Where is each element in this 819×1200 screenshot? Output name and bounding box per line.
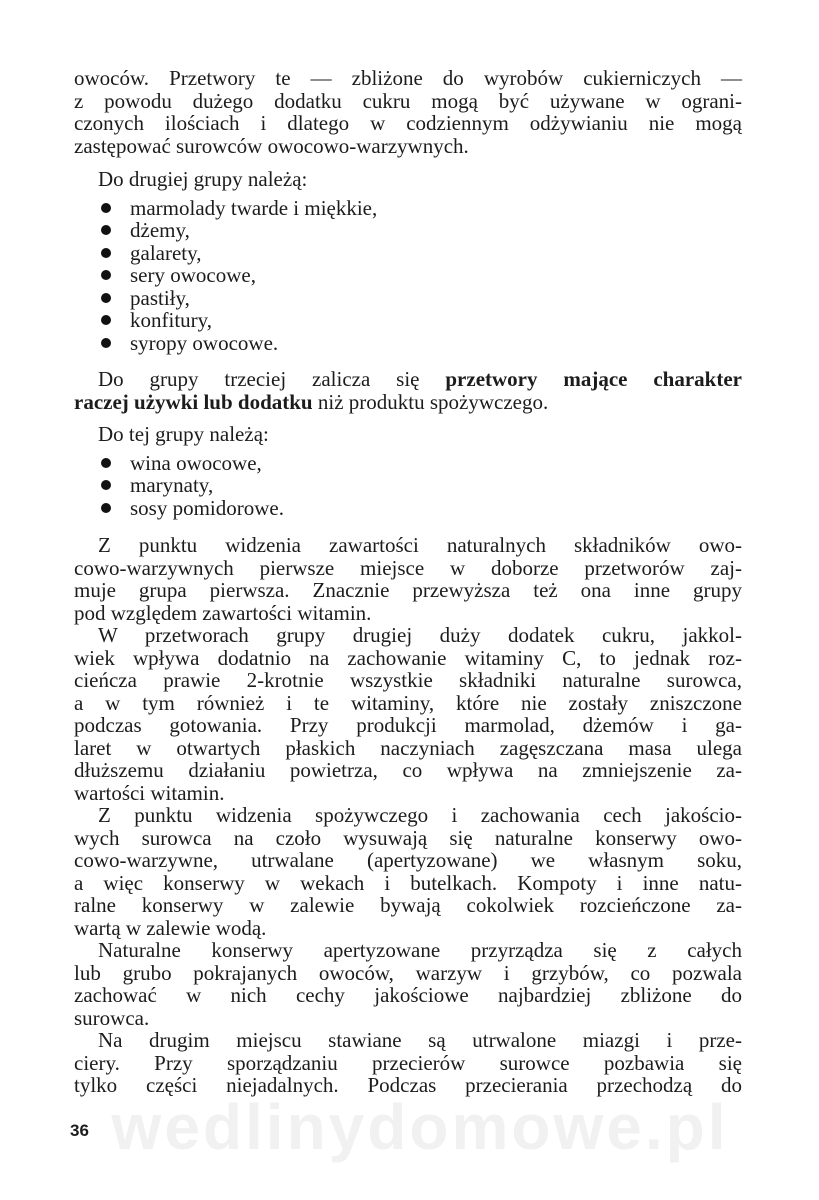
text-line: lub grubo pokrajanych owoców, warzyw i grzybów, co pozwala xyxy=(74,960,742,985)
text-line: Na drugim miejscu stawiane są utrwalone miazgi i prze- xyxy=(98,1028,742,1052)
intro-line: zastępować surowców owocowo-warzywnych. xyxy=(74,133,469,158)
text-line: zachować w nich cechy jakościowe najbardziej zbliżone do xyxy=(74,983,742,1007)
text-line: pod względem zawartości witamin. xyxy=(74,600,372,625)
group2-list xyxy=(74,197,742,355)
text-line: a więc konserwy w wekach i butelkach. Kompoty i inne natu- xyxy=(74,870,742,895)
group3-section xyxy=(74,368,742,413)
bullet-icon xyxy=(101,315,111,325)
text-line: wych surowca na czoło wysuwają się naturalne konserwy owo- xyxy=(74,825,742,850)
bullet-icon xyxy=(101,248,111,258)
text-line: cieńcza prawie 2-krotnie wszystkie składniki naturalne surowca, xyxy=(74,668,742,692)
text-line: laret w otwartych płaskich naczyniach zagęszczana masa ulega xyxy=(74,735,742,760)
intro-paragraph xyxy=(74,67,742,157)
group3-lead: Do tej grupy należą: xyxy=(98,422,269,446)
list-item: konfitury, xyxy=(98,309,742,332)
text-line: cowo-warzywne, utrwalane (apertyzowane) we własnym soku, xyxy=(74,848,742,872)
body-text xyxy=(74,534,742,1097)
bullet-icon xyxy=(101,503,111,513)
list-item: pastiły, xyxy=(98,287,742,310)
paragraph xyxy=(74,624,742,804)
text-line: Z punktu widzenia spożywczego i zachowania cech jakościo- xyxy=(98,803,742,827)
text-line: wiek wpływa dodatnio na zachowanie witaminy C, to jednak roz- xyxy=(74,645,742,670)
text-line: Naturalne konserwy apertyzowane przyrządza się z całych xyxy=(98,938,742,962)
paragraph xyxy=(74,804,742,939)
group3-list-section xyxy=(74,423,742,519)
text-line: W przetworach grupy drugiej duży dodatek cukru, jakkol- xyxy=(98,623,742,647)
text-line: cowo-warzywnych pierwsze miejsce w doborze przetworów zaj- xyxy=(74,555,742,580)
group3-intro-line: Do grupy trzeciej zalicza się przetwory mające charakter xyxy=(98,367,742,391)
list-item: marmolady twarde i miękkie, xyxy=(98,197,742,220)
bullet-icon xyxy=(101,458,111,468)
text-line: a w tym również i te witaminy, które nie zostały zniszczone xyxy=(74,690,742,715)
list-item: syropy owocowe. xyxy=(98,332,742,355)
list-item: galarety, xyxy=(98,242,742,265)
paragraph xyxy=(74,1029,742,1097)
watermark: wedlinydomowe.pl xyxy=(111,1091,729,1163)
text-line: muje grupa pierwsza. Znacznie przewyższa też ona inne grupy xyxy=(74,578,742,602)
text-line: ciery. Przy sporządzaniu przecierów surowce pozbawia się xyxy=(74,1050,742,1075)
group2-section xyxy=(74,168,742,354)
text-line: Z punktu widzenia zawartości naturalnych składników owo- xyxy=(98,533,742,557)
intro-line: czonych ilościach i dlatego w codziennym odżywianiu nie mogą xyxy=(74,111,742,135)
text-line: wartą w zalewie wodą. xyxy=(74,915,267,940)
bullet-icon xyxy=(101,203,111,213)
list-item: sery owocowe, xyxy=(98,264,742,287)
group3-list xyxy=(74,452,742,520)
list-item: marynaty, xyxy=(98,474,742,497)
text-line: tylko części niejadalnych. Podczas przecierania przechodzą do xyxy=(74,1073,742,1097)
text-line: podczas gotowania. Przy produkcji marmolad, dżemów i ga- xyxy=(74,713,742,737)
intro-line: z powodu dużego dodatku cukru mogą być używane w ograni- xyxy=(74,88,742,113)
bullet-icon xyxy=(101,270,111,280)
bullet-icon xyxy=(101,225,111,235)
page-number: 36 xyxy=(70,1121,89,1140)
bullet-icon xyxy=(101,480,111,490)
intro-line: owoców. Przetwory te — zbliżone do wyrobów cukierniczych — xyxy=(74,66,742,90)
list-item: sosy pomidorowe. xyxy=(98,497,742,520)
list-item: dżemy, xyxy=(98,219,742,242)
paragraph xyxy=(74,534,742,624)
bullet-icon xyxy=(101,293,111,303)
group3-intro-line: raczej używki lub dodatku niż produktu spożywczego. xyxy=(74,389,549,414)
text-line: dłuższemu działaniu powietrza, co wpływa na zmniejszenie za- xyxy=(74,758,742,782)
group2-lead: Do drugiej grupy należą: xyxy=(98,167,308,191)
text-line: wartości witamin. xyxy=(74,780,225,805)
list-item: wina owocowe, xyxy=(98,452,742,475)
text-line: ralne konserwy w zalewie bywają cokolwiek rozcieńczone za- xyxy=(74,893,742,917)
text-line: surowca. xyxy=(74,1005,150,1030)
bullet-icon xyxy=(101,338,111,348)
paragraph xyxy=(74,939,742,1029)
